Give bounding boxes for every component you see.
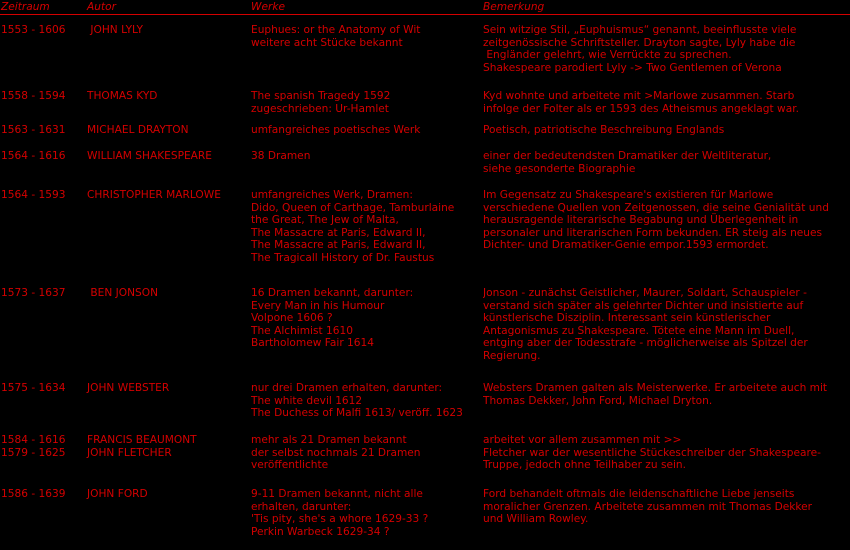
zeitraum-cell: 1575 - 1634	[1, 382, 66, 394]
bemerkung-cell: Im Gegensatz zu Shakespeare's existieren für Marlowe verschiedene Quellen von Zeitgenossen, die seine Genialität und herausragende literarische Begabung und Überlegenheit in personaler und literarischen Form bekunden. ER steig als neues Dichter- und Dramatiker-Genie empor.1593 ermordet.	[483, 189, 829, 252]
werke-cell: nur drei Dramen erhalten, darunter: The white devil 1612 The Duchess of Malfi 1613/ veröff. 1623	[251, 382, 463, 420]
werke-cell: 9-11 Dramen bekannt, nicht alle erhalten, darunter: 'Tis pity, she's a whore 1629-33 ? Perkin Warbeck 1629-34 ?	[251, 488, 429, 538]
zeitraum-cell: 1564 - 1593	[1, 189, 66, 201]
header-bemerkung: Bemerkung	[483, 1, 545, 13]
werke-cell: Euphues: or the Anatomy of Wit weitere acht Stücke bekannt	[251, 24, 421, 49]
header-divider	[0, 14, 850, 15]
autor-cell: MICHAEL DRAYTON	[87, 124, 189, 136]
zeitraum-cell: 1563 - 1631	[1, 124, 66, 136]
werke-cell: mehr als 21 Dramen bekannt der selbst nochmals 21 Dramen veröffentlichte	[251, 434, 421, 472]
zeitraum-cell: 1586 - 1639	[1, 488, 66, 500]
autor-cell: FRANCIS BEAUMONT JOHN FLETCHER	[87, 434, 197, 459]
header-werke: Werke	[251, 1, 286, 13]
bemerkung-cell: Jonson - zunächst Geistlicher, Maurer, Soldart, Schauspieler - verstand sich später als gelehrter Dichter und insistierte auf künstlerische Disziplin. Interessant sein künstlerischer Antagonismus zu Shakespeare. Tötete eine Mann im Duell, entging aber der Todesstrafe - möglicherweise als Spitzel der Regierung.	[483, 287, 808, 362]
header-autor: Autor	[87, 1, 116, 13]
werke-cell: umfangreiches poetisches Werk	[251, 124, 421, 136]
autor-cell: THOMAS KYD	[87, 90, 158, 102]
autor-cell: BEN JONSON	[87, 287, 158, 299]
bemerkung-cell: Websters Dramen galten als Meisterwerke. Er arbeitete auch mit Thomas Dekker, John Ford, Michael Dryton.	[483, 382, 828, 407]
werke-cell: 16 Dramen bekannt, darunter: Every Man in his Humour Volpone 1606 ? The Alchimist 1610 Bartholomew Fair 1614	[251, 287, 414, 350]
autor-cell: JOHN LYLY	[87, 24, 144, 36]
bemerkung-cell: Sein witzige Stil, „Euphuismus“ genannt, beeinflusste viele zeitgenössische Schriftsteller. Drayton sagte, Lyly habe die Engländer gelehrt, wie Verrückte zu sprechen. Shakespeare parodiert Lyly -> Two Gentlemen of Verona	[483, 24, 797, 74]
header-zeitraum: Zeitraum	[1, 1, 50, 13]
werke-cell: 38 Dramen	[251, 150, 311, 162]
autor-cell: JOHN FORD	[87, 488, 148, 500]
zeitraum-cell: 1584 - 1616 1579 - 1625	[1, 434, 66, 459]
zeitraum-cell: 1553 - 1606	[1, 24, 66, 36]
table-header	[0, 1, 850, 15]
zeitraum-cell: 1564 - 1616	[1, 150, 66, 162]
bemerkung-cell: arbeitet vor allem zusammen mit >> Fletcher war der wesentliche Stückeschreiber der Shakespeare- Truppe, jedoch ohne Teilhaber zu sein.	[483, 434, 821, 472]
autor-cell: WILLIAM SHAKESPEARE	[87, 150, 212, 162]
autor-cell: CHRISTOPHER MARLOWE	[87, 189, 221, 201]
autor-cell: JOHN WEBSTER	[87, 382, 170, 394]
bemerkung-cell: Poetisch, patriotische Beschreibung Englands	[483, 124, 725, 136]
werke-cell: The spanish Tragedy 1592 zugeschrieben: Ur-Hamlet	[251, 90, 391, 115]
bemerkung-cell: Ford behandelt oftmals die leidenschaftliche Liebe jenseits moralicher Grenzen. Arbeitete zusammen mit Thomas Dekker und William Rowley.	[483, 488, 813, 526]
bemerkung-cell: einer der bedeutendsten Dramatiker der Weltliteratur, siehe gesonderte Biographie	[483, 150, 772, 175]
werke-cell: umfangreiches Werk, Dramen: Dido, Queen of Carthage, Tamburlaine the Great, The Jew of Malta, The Massacre at Paris, Edward II, The Massacre at Paris, Edward II, The Tragicall History of Dr. Faustus	[251, 189, 455, 264]
zeitraum-cell: 1573 - 1637	[1, 287, 66, 299]
zeitraum-cell: 1558 - 1594	[1, 90, 66, 102]
bemerkung-cell: Kyd wohnte und arbeitete mit >Marlowe zusammen. Starb infolge der Folter als er 1593 des Atheismus angeklagt war.	[483, 90, 799, 115]
